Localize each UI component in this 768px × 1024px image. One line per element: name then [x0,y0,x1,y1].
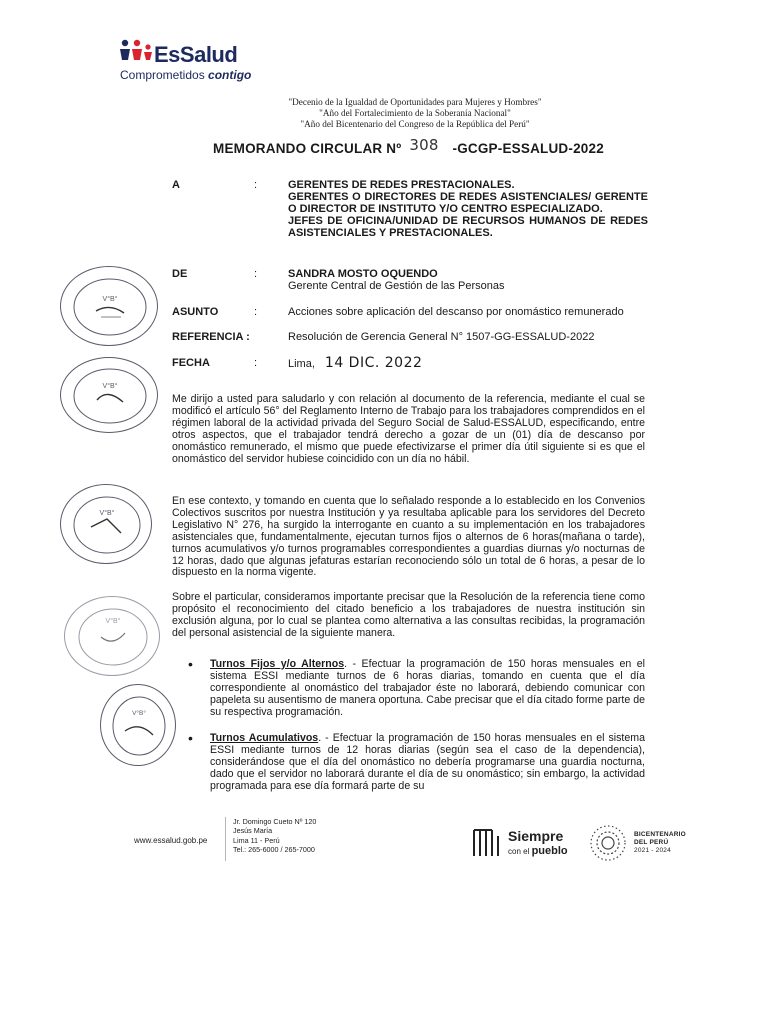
from-label: DE [172,268,188,280]
decade-line-3: "Año del Bicentenario del Congreso de la República del Perú" [300,119,530,129]
paragraph-1: Me dirijo a usted para saludarlo y con relación al documento de la referencia, mediante el cual se modificó el artículo 56° del Reglamento Interno de Trabajo para los trabajadores comprendidos en el régimen laboral de la actividad privada del Seguro Social de Salud-ESSALUD, especificando, entre otros aspectos, que el trabajador tendrá derecho a gozar de un (01) día de descanso por onomástico remunerado, el mismo que puede efectivizarse el primer día útil siguiente si es que el onomástico del servidor hubiese coincidido con un día no hábil. [172,393,645,465]
footer-divider [225,817,226,861]
official-seal-5 [100,684,176,766]
memo-title [213,136,604,157]
decade-line-1: "Decenio de la Igualdad de Oportunidades para Mujeres y Hombres" [288,97,542,107]
bicentenario-emblem-icon [586,823,630,863]
footer-website: www.essalud.gob.pe [134,836,208,845]
brand-tagline: Comprometidos contigo [120,68,252,82]
paragraph-2: En ese contexto, y tomando en cuenta que lo señalado responde a lo establecido en los Convenios Colectivos suscritos por nuestra Institución y ya resultaba aplicable para los servidores del Decreto Legislativo N° 276, ha surgido la interrogante en cuanto a su implementación en los trabajadores asistenciales que, fundamentalmente, ejecutan turnos fijos o alternos de 6 horas(mañana o tarde), turnos acumulativos y/o turnos programables correspondientes a guardias diurnas y/o nocturnas de 12 horas, dado que algunas jefaturas estarían reconociendo sólo un total de 6 horas, a pesar de lo dispuesto en la norma vigente. [172,495,645,579]
svg-text:V°B°: V°B° [102,296,118,303]
svg-text:V°B°: V°B° [99,510,115,517]
reference-value: Resolución de Gerencia General N° 1507-GG-ESSALUD-2022 [288,331,595,343]
bullet-2: • [188,730,193,746]
decade-line-2: "Año del Fortalecimiento de la Soberanía Nacional" [319,108,511,118]
svg-text:V°B°: V°B° [132,710,146,717]
subject-value: Acciones sobre aplicación del descanso por onomástico remunerado [288,306,624,318]
official-seal-4 [64,596,160,676]
paragraph-3: Sobre el particular, consideramos importante precisar que la Resolución de la referencia tiene como propósito el reconocimiento del citado beneficio a los trabajadores de nuestra institución sin exclusión alguna, por lo cual se plantea como alternativa a las consultas recibidas, la programación del personal asistencial de la siguiente manera. [172,591,645,639]
svg-text:V°B°: V°B° [105,618,121,625]
bullet-item-accumulative-shifts: Turnos Acumulativos. - Efectuar la programación de 150 horas mensuales en el sistema ESSI mediante turnos de 12 horas diarias (según sea el caso de la dependencia), considerándose que el día del onomástico no debería programarse una guardia nocturna, dado que el servidor no laborará durante el día de su onomástico; sin embargo, la actividad programada para ese día formará parte de su [210,732,645,792]
official-seal-3 [60,484,152,564]
memo-prefix: MEMORANDO CIRCULAR Nº [213,141,402,156]
accumulative-shifts-heading: Turnos Acumulativos [210,732,319,744]
from-value: SANDRA MOSTO OQUENDO Gerente Central de Gestión de las Personas [288,268,505,292]
to-value: GERENTES DE REDES PRESTACIONALES. GERENTES O DIRECTORES DE REDES ASISTENCIALES/ GERENTE O DIRECTOR DE INSTITUTO Y/O CENTRO ESPECIALIZADO. JEFES DE OFICINA/UNIDAD DE RECURSOS HUMANOS DE REDES ASISTENCIALES Y PRESTACIONALES. [288,179,648,239]
official-seal-1 [60,266,158,346]
footer-address: Jr. Domingo Cueto Nº 120 Jesús María Lima 11 - Perú Tel.: 265-6000 / 265-7000 [233,817,317,854]
bullet-1: • [188,656,193,672]
reference-label: REFERENCIA : [172,331,250,343]
official-seal-2 [60,357,158,433]
memo-suffix: -GCGP-ESSALUD-2022 [452,141,604,156]
to-label: A [172,179,180,191]
family-icon [118,38,156,68]
essalud-logo [118,38,278,86]
svg-text:V°B°: V°B° [102,383,118,390]
handwritten-date: 14 DIC. 2022 [324,355,423,371]
memo-number: 308 [409,136,439,154]
bicentenario-logo: BICENTENARIO DEL PERÚ 2021 - 2024 [586,823,706,863]
bullet-item-fixed-shifts: Turnos Fijos y/o Alternos. - Efectuar la programación de 150 horas mensuales en el sistema ESSI mediante turnos de 6 horas diarias, tomando en cuenta que el día correspondiente al onomástico del trabajador éste no laborará, debiendo comunicar con papeleta su ausentismo de manera oportuna. Cabe precisar que el día citado forme parte de su respectiva programación. [210,658,646,718]
siempre-con-el-pueblo-logo: Siempre con el pueblo [470,826,570,860]
date-label: FECHA [172,357,210,369]
fixed-shifts-heading: Turnos Fijos y/o Alternos [210,658,345,670]
decade-headers [0,97,768,130]
siempre-icon [470,826,504,860]
subject-label: ASUNTO [172,306,219,318]
date-value: Lima, 14 DIC. 2022 [288,355,423,371]
brand-name: EsSalud [154,42,238,67]
